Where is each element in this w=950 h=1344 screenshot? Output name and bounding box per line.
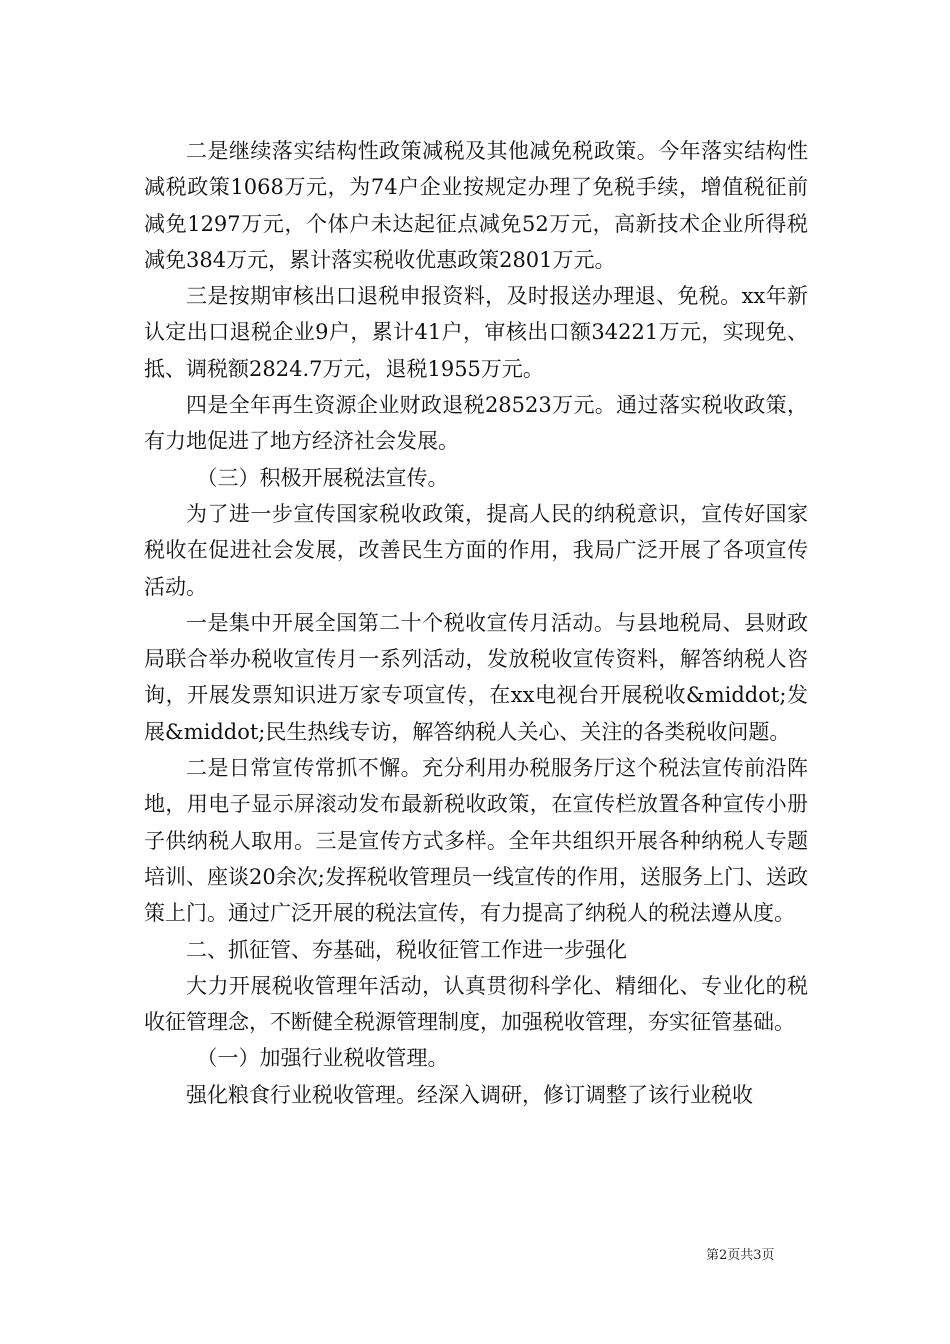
page-number-footer: 第2页共3页 (706, 1248, 775, 1263)
document-body (144, 133, 808, 1113)
paragraph-export-rebate: 三是按期审核出口退税申报资料，及时报送办理退、免税。xx年新认定出口退税企业9户，累计41户，审核出口额34221万元，实现免、抵、调税额2824.7万元，退税1955万元。 (144, 284, 808, 381)
paragraph-recycling-rebate: 四是全年再生资源企业财政退税28523万元。通过落实税收政策，有力地促进了地方经济社会发展。 (144, 393, 808, 454)
section-heading-industry-management: （一）加强行业税收管理。 (196, 1046, 449, 1071)
section-heading-tax-publicity: （三）积极开展税法宣传。 (196, 465, 449, 490)
paragraph-grain-industry: 强化粮食行业税收管理。经深入调研，修订调整了该行业税收 (186, 1082, 753, 1107)
section-heading-collection-management: 二、抓征管、夯基础，税收征管工作进一步强化 (186, 937, 627, 962)
paragraph-publicity-intro: 为了进一步宣传国家税收政策，提高人民的纳税意识，宣传好国家税收在促进社会发展，改善民生方面的作用，我局广泛开展了各项宣传活动。 (144, 501, 808, 599)
paragraph-structural-tax-cuts: 二是继续落实结构性政策减税及其他减免税政策。今年落实结构性减税政策1068万元，为74户企业按规定办理了免税手续，增值税征前减免1297万元，个体户未达起征点减免52万元，高新技术企业所得税减免384万元，累计落实税收优惠政策2801万元。 (144, 139, 808, 272)
paragraph-daily-publicity: 二是日常宣传常抓不懈。充分利用办税服务厅这个税法宣传前沿阵地，用电子显示屏滚动发布最新税收政策，在宣传栏放置各种宣传小册子供纳税人取用。三是宣传方式多样。全年共组织开展各种纳税人专题培训、座谈20余次;发挥税收管理员一线宣传的作用，送服务上门、送政策上门。通过广泛开展的税法宣传，有力提高了纳税人的税法遵从度。 (144, 756, 808, 926)
paragraph-management-year: 大力开展税收管理年活动，认真贯彻科学化、精细化、专业化的税收征管理念，不断健全税源管理制度，加强税收管理，夯实征管基础。 (144, 973, 808, 1035)
paragraph-publicity-month: 一是集中开展全国第二十个税收宣传月活动。与县地税局、县财政局联合举办税收宣传月一系列活动，发放税收宣传资料，解答纳税人咨询，开展发票知识进万家专项宣传，在xx电视台开展税收&middot;发展&middot;民生热线专访，解答纳税人关心、关注的各类税收问题。 (144, 610, 808, 744)
